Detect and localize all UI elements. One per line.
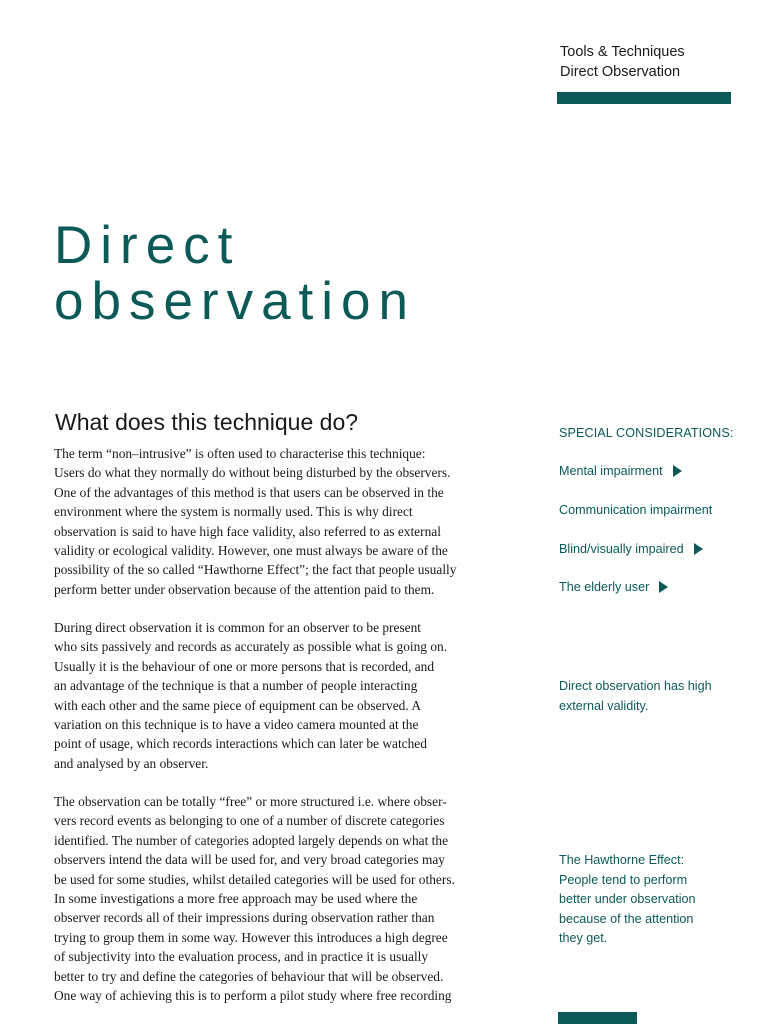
paragraph-line: trying to group them in some way. However this introduces a high degree [54,929,448,945]
paragraph-line: point of usage, which records interactions which can later be watched [54,736,427,752]
body-paragraph-3 [54,792,510,1005]
section-heading: What does this technique do? [55,409,359,435]
note-line: The Hawthorne Effect: [559,853,685,867]
paragraph-line: Usually it is the behaviour of one or more persons that is recorded, and [54,658,435,674]
note-line: People tend to perform [559,872,688,887]
paragraph-line: One way of achieving this is to perform a pilot study where free recording [54,988,452,1004]
page-title-line-1: Direct [54,216,241,275]
paragraph-line: The term “non–intrusive” is often used to characterise this technique: [54,446,426,461]
paragraph-line: One of the advantages of this method is that users can be observed in the [54,484,444,500]
arrow-right-icon [694,543,703,555]
link-label: Communication impairment [559,503,713,517]
special-considerations-heading: SPECIAL CONSIDERATIONS: [559,426,734,440]
paragraph-line: perform better under observation because of the attention paid to them. [54,581,435,597]
paragraph-line: variation on this technique is to have a video camera mounted at the [54,717,419,733]
link-elderly-user[interactable] [559,580,668,594]
link-mental-impairment[interactable] [559,464,682,478]
arrow-right-icon [659,581,668,593]
paragraph-line: with each other and the same piece of equipment can be observed. A [54,697,421,713]
running-header [560,43,685,82]
paragraph-line: identified. The number of categories adopted largely depends on what the [54,832,449,848]
paragraph-line: During direct observation it is common for an observer to be present [54,620,422,635]
paragraph-line: an advantage of the technique is that a number of people interacting [54,678,418,694]
paragraph-line: Users do what they normally do without being disturbed by the observers. [54,465,451,481]
paragraph-line: be used for some studies, whilst detailed categories will be used for others. [54,871,455,887]
paragraph-line: observers intend the data will be used for, and very broad categories may [54,852,446,868]
note-line: Direct observation has high [559,679,712,693]
body-paragraph-2 [54,618,510,773]
paragraph-line: In some investigations a more free approach may be used where the [54,891,418,907]
body-paragraph-1 [54,444,510,599]
page-title [54,218,416,330]
paragraph-line: and analysed by an observer. [54,755,209,771]
link-communication-impairment[interactable] [559,503,712,517]
paragraph-line: observer records all of their impressions during observation rather than [54,910,435,926]
note-line: external validity. [559,698,649,713]
paragraph-line: better to try and define the categories of behaviour that will be observed. [54,968,444,984]
link-label: Mental impairment [559,464,663,478]
header-line-1: Tools & Techniques [560,44,685,60]
margin-note-hawthorne [559,851,749,949]
paragraph-line: who sits passively and records as accurately as possible what is going on. [54,639,448,655]
paragraph-line: The observation can be totally “free” or more structured i.e. where obser- [54,794,447,809]
paragraph-line: vers record events as belonging to one of a number of discrete categories [54,813,445,829]
page-title-line-2: observation [54,272,417,331]
header-line-2: Direct Observation [560,63,681,80]
header-accent-bar [557,92,731,104]
link-label: The elderly user [559,580,650,594]
paragraph-line: observation is said to have high face validity, also referred to as external [54,523,441,539]
margin-note-validity [559,677,749,716]
paragraph-line: of subjectivity into the evaluation process, and in practice it is usually [54,949,429,965]
note-line: because of the attention [559,911,694,926]
paragraph-line: validity or ecological validity. However, one must always be aware of the [54,543,448,559]
paragraph-line: environment where the system is normally used. This is why direct [54,504,413,520]
link-blind-visually-impaired[interactable] [559,542,703,556]
footer-accent-bar [558,1012,637,1024]
link-label: Blind/visually impaired [559,542,684,556]
paragraph-line: possibility of the so called “Hawthorne Effect”; the fact that people usually [54,562,457,578]
note-line: they get. [559,931,608,945]
arrow-right-icon [673,465,682,477]
note-line: better under observation [559,892,696,906]
